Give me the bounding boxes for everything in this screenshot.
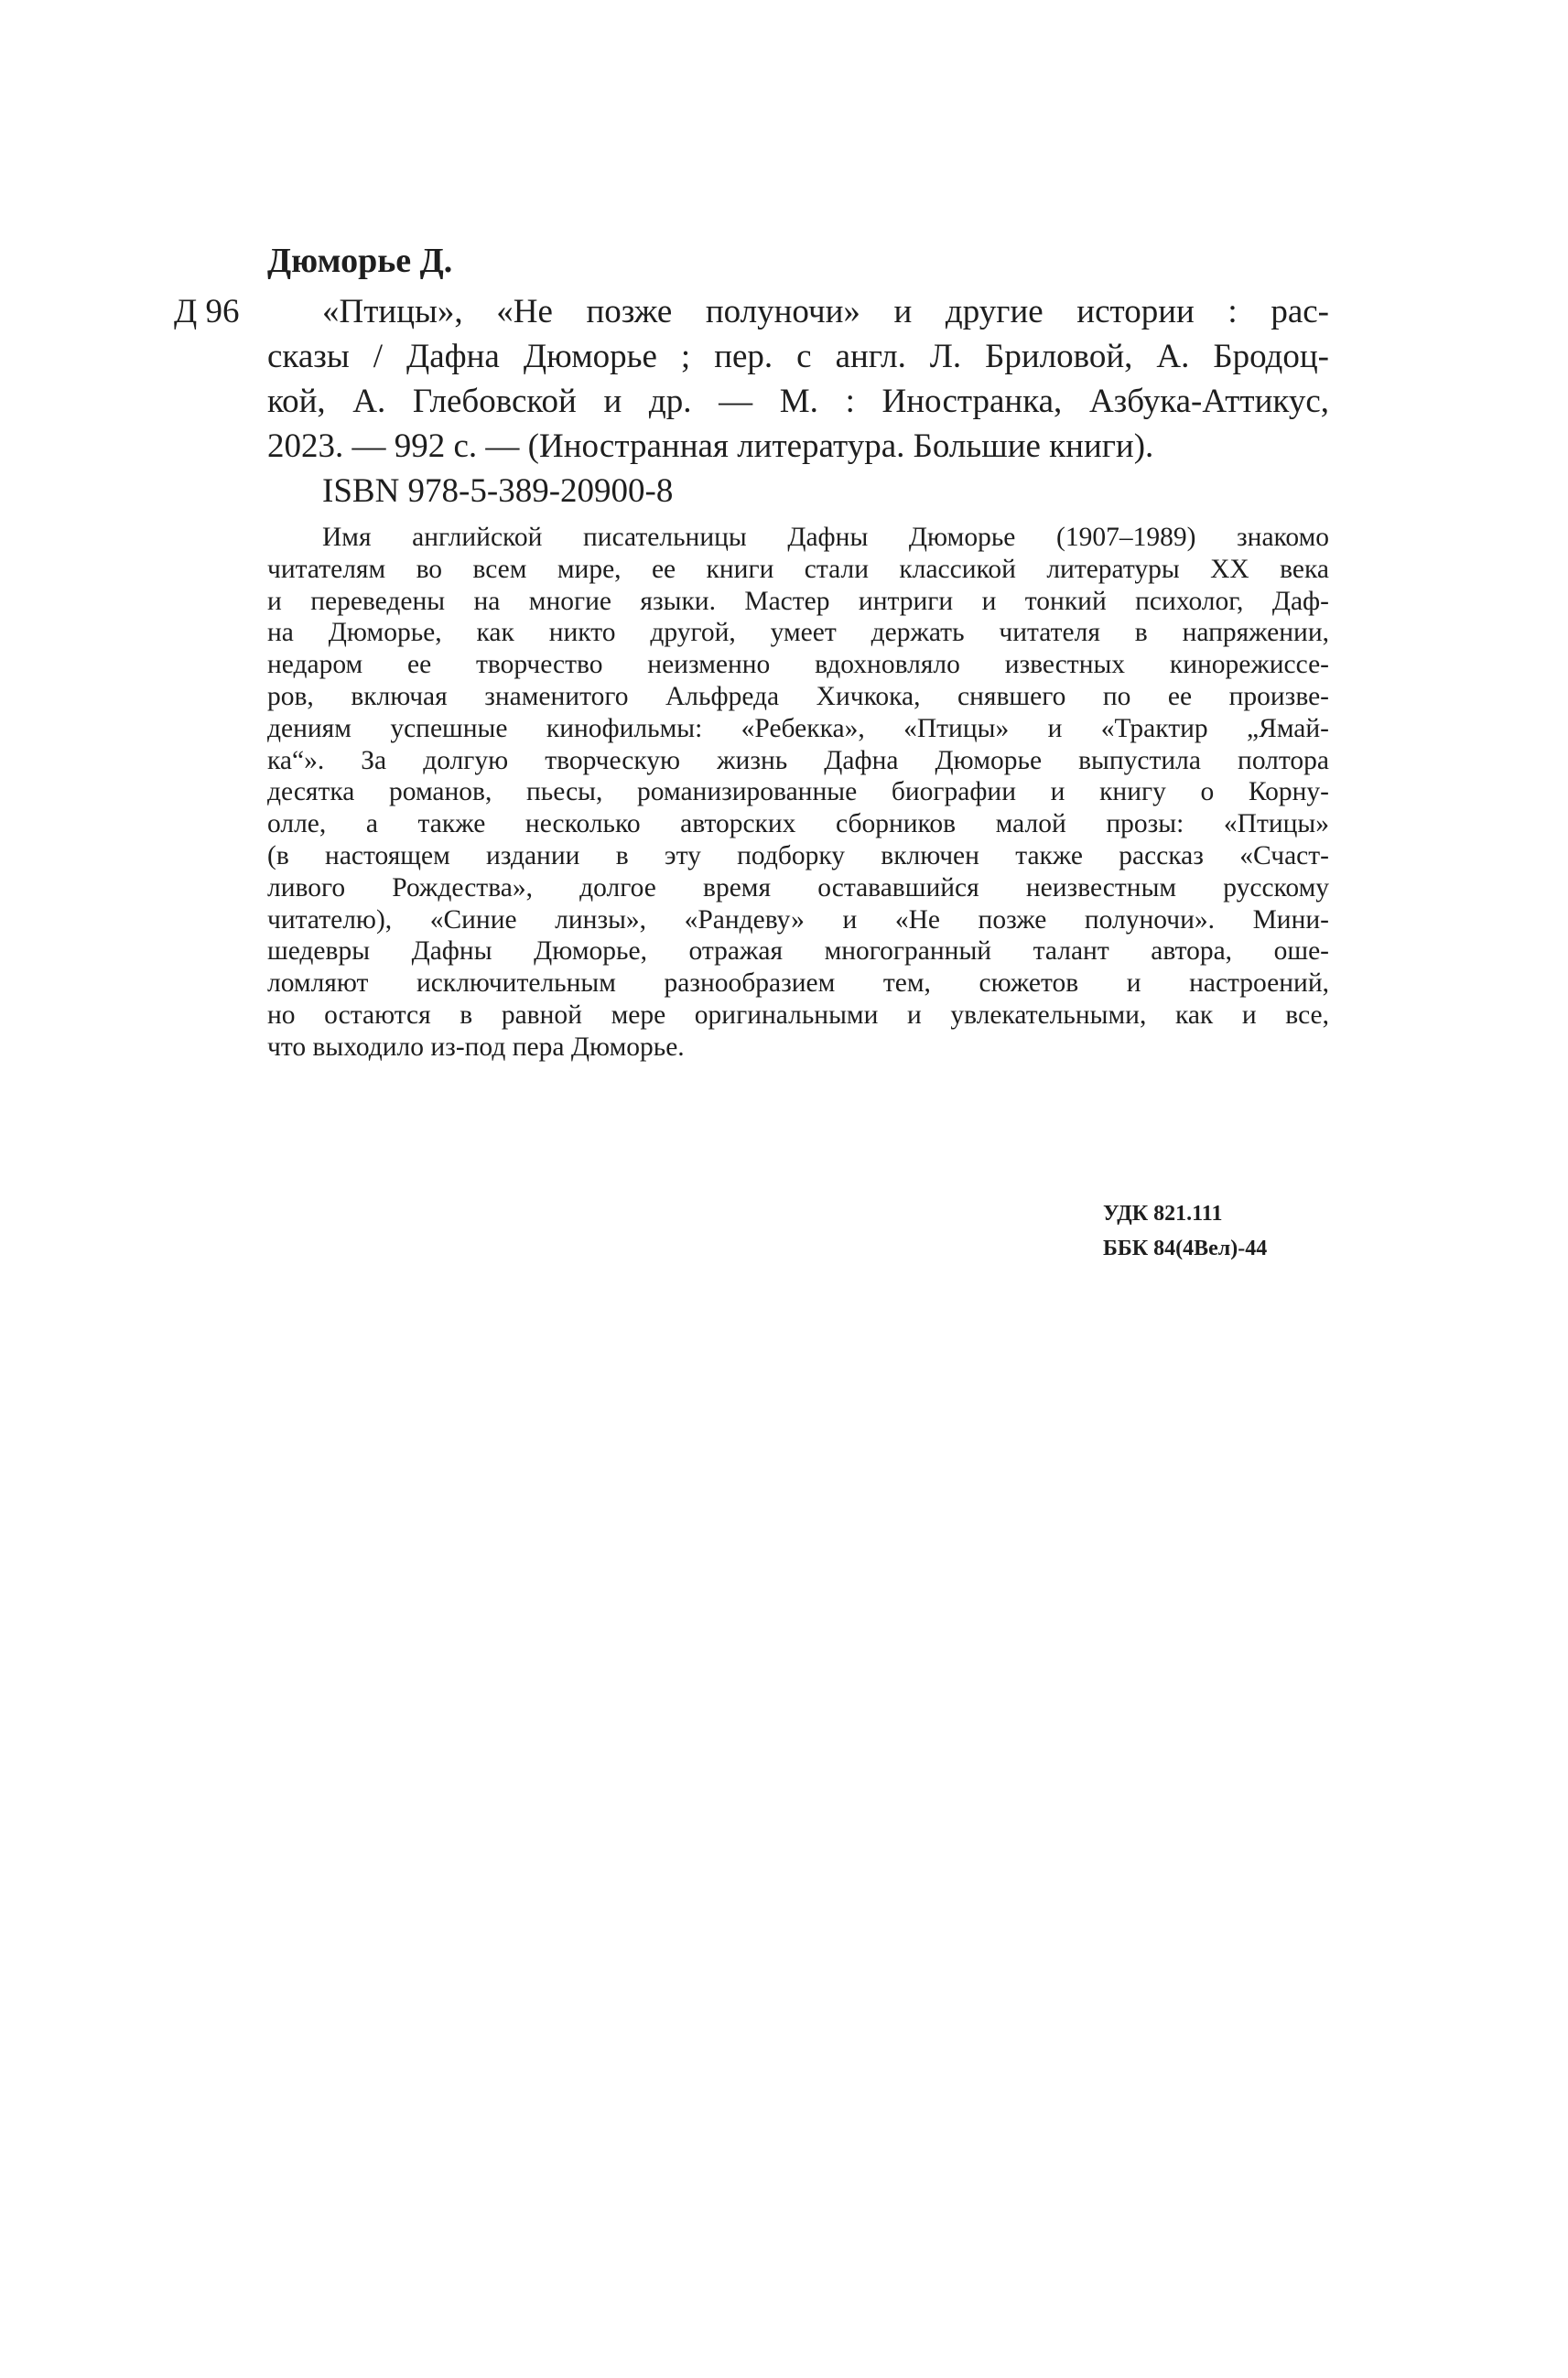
isbn: ISBN 978-5-389-20900-8 bbox=[322, 472, 674, 510]
udk-code: УДК 821.111 bbox=[1103, 1202, 1223, 1226]
annotation-line: ломляют исключительным разнообразием тем, сюжетов и настроений, bbox=[267, 968, 1329, 999]
annotation-line: что выходило из-под пера Дюморье. bbox=[267, 1032, 685, 1062]
author-heading: Дюморье Д. bbox=[267, 242, 453, 280]
annotation-line: шедевры Дафны Дюморье, отражая многогранный талант автора, оше- bbox=[267, 936, 1329, 967]
annotation-line: дениям успешные кинофильмы: «Ребекка», «Птицы» и «Трактир „Ямай- bbox=[267, 713, 1329, 743]
title-line: 2023. — 992 с. — (Иностранная литература. Большие книги). bbox=[267, 427, 1154, 465]
annotation-line: но остаются в равной мере оригинальными и увлекательными, как и все, bbox=[267, 1000, 1329, 1030]
title-line: сказы / Дафна Дюморье ; пер. с англ. Л. Бриловой, А. Бродоц- bbox=[267, 338, 1329, 375]
annotation-line: Имя английской писательницы Дафны Дюморье (1907–1989) знакомо bbox=[322, 523, 1329, 552]
annotation-line: (в настоящем издании в эту подборку включен также рассказ «Счаст- bbox=[267, 840, 1329, 870]
title-line: «Птицы», «Не позже полуночи» и другие истории : рас- bbox=[322, 293, 1329, 330]
annotation-line: читателю), «Синие линзы», «Рандеву» и «Не позже полуночи». Мини- bbox=[267, 904, 1329, 935]
classification-codes bbox=[1103, 1196, 1267, 1266]
bbk-code: ББК 84(4Вел)-44 bbox=[1103, 1237, 1268, 1260]
classification-code: Д 96 bbox=[174, 293, 240, 330]
annotation-line: недаром ее творчество неизменно вдохновляло известных кинорежиссе- bbox=[267, 650, 1329, 680]
annotation-line: ров, включая знаменитого Альфреда Хичкока, снявшего по ее произве- bbox=[267, 681, 1329, 711]
annotation-line: читателям во всем мире, ее книги стали классикой литературы XX века bbox=[267, 554, 1329, 584]
annotation-line: ливого Рождества», долгое время остававшийся неизвестным русскому bbox=[267, 872, 1329, 903]
bibliographic-description bbox=[267, 291, 1329, 470]
annotation-line: и переведены на многие языки. Мастер интриги и тонкий психолог, Даф- bbox=[267, 586, 1329, 616]
annotation-line: десятка романов, пьесы, романизированные биографии и книгу о Корну- bbox=[267, 777, 1329, 807]
annotation bbox=[267, 522, 1329, 1064]
title-line: кой, А. Глебовской и др. — М. : Иностранка, Азбука-Аттикус, bbox=[267, 383, 1329, 420]
annotation-line: ка“». За долгую творческую жизнь Дафна Дюморье выпустила полтора bbox=[267, 745, 1329, 775]
annotation-line: на Дюморье, как никто другой, умеет держать читателя в напряжении, bbox=[267, 618, 1329, 648]
annotation-line: олле, а также несколько авторских сборников малой прозы: «Птицы» bbox=[267, 809, 1329, 839]
